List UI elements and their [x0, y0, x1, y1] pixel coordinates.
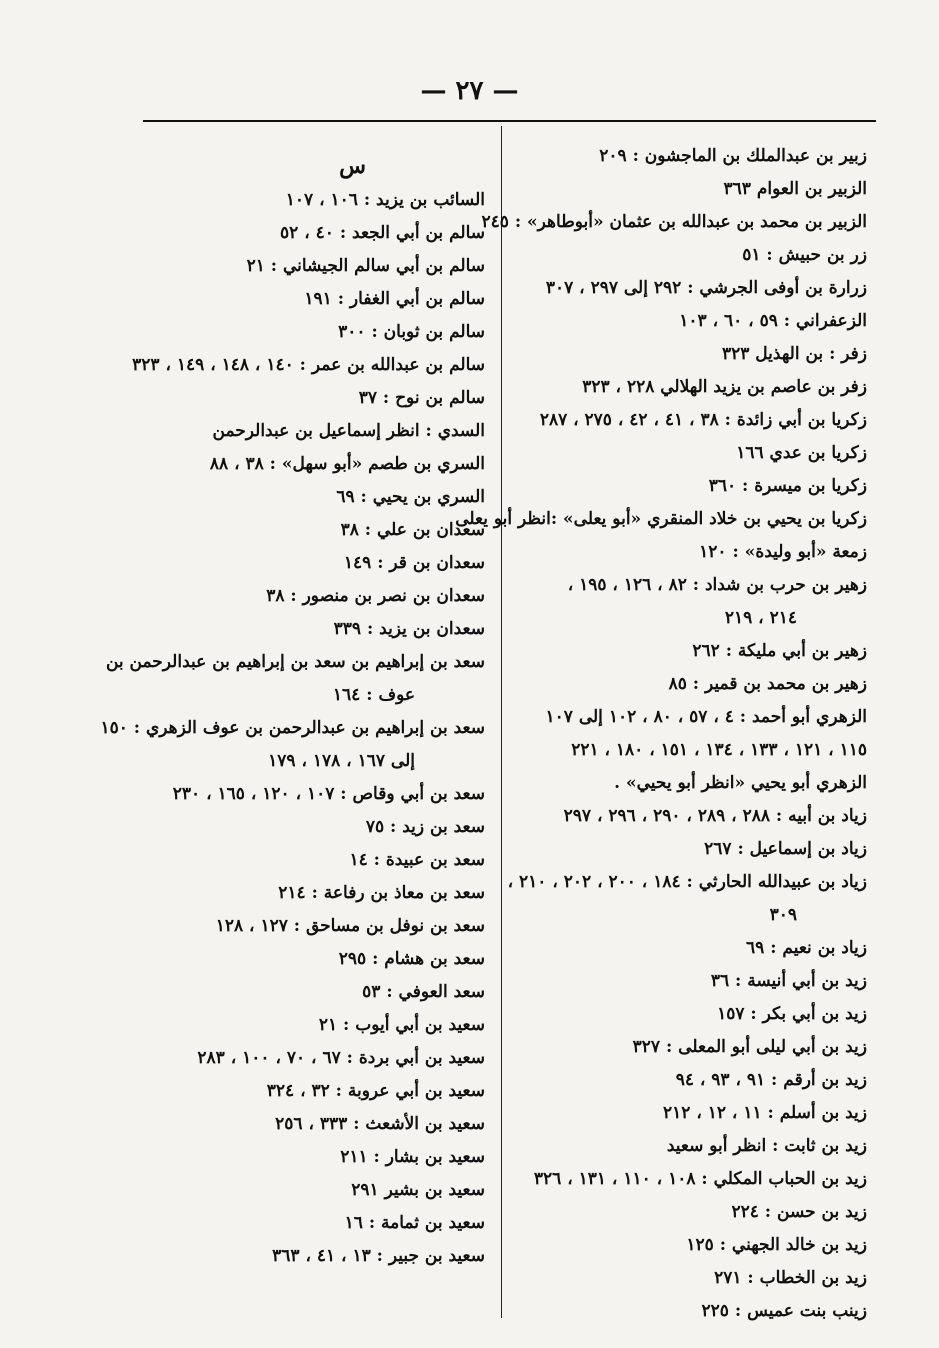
index-entry: زياد بن عبيدالله الحارثي : ١٨٤ ، ٢٠٠ ، ٢٠٢ ، ٢١٠ ، — [507, 872, 867, 892]
index-entry: زر بن حبيش : ٥١ — [742, 245, 867, 265]
index-entry: سعد بن نوفل بن مساحق : ١٢٧ ، ١٢٨ — [215, 916, 485, 936]
index-entry: سعد بن معاذ بن رفاعة : ٢١٤ — [278, 883, 485, 903]
index-entry: سعيد بن أبي عروبة : ٣٢ ، ٣٢٤ — [266, 1081, 485, 1101]
index-entry: سالم بن أبي سالم الجيشاني : ٢١ — [246, 256, 485, 276]
index-entry: سعد بن أبي وقاص : ١٠٧ ، ١٢٠ ، ١٦٥ ، ٢٣٠ — [172, 784, 485, 804]
index-entry: زمعة «أبو وليدة» : ١٢٠ — [699, 542, 867, 562]
index-entry-continuation: ٢١٤ ، ٢١٩ — [724, 608, 797, 628]
index-entry: زكريا بن عدي ١٦٦ — [736, 443, 867, 463]
index-entry: سعيد بن أبي بردة : ٦٧ ، ٧٠ ، ١٠٠ ، ٢٨٣ — [197, 1048, 485, 1068]
index-entry: سعيد بن بشار : ٢١١ — [340, 1147, 485, 1167]
index-entry: سعيد بن جبير : ١٣ ، ٤١ ، ٣٦٣ — [272, 1246, 485, 1266]
index-entry-continuation: ٣٠٩ — [769, 905, 797, 925]
index-entry: سعدان بن نصر بن منصور : ٣٨ — [266, 586, 485, 606]
index-entry: زينب بنت عميس : ٢٢٥ — [701, 1301, 867, 1321]
index-entry: زبير بن عبدالملك بن الماجشون : ٢٠٩ — [599, 146, 867, 166]
index-entry: زيد بن خالد الجهني : ١٢٥ — [686, 1235, 867, 1255]
index-column-left — [100, 146, 485, 1273]
index-entry: زفر بن عاصم بن يزيد الهلالي ٢٢٨ ، ٣٢٣ — [582, 377, 867, 397]
index-entry-continuation: إلى ١٦٧ ، ١٧٨ ، ١٧٩ — [268, 751, 415, 771]
index-entry: زيد بن حسن : ٢٢٤ — [731, 1202, 867, 1222]
index-entry: زهير بن حرب بن شداد : ٨٢ ، ١٢٦ ، ١٩٥ ، — [567, 575, 867, 595]
index-entry: سعد العوفي : ٥٣ — [362, 982, 485, 1002]
index-entry: السائب بن يزيد : ١٠٦ ، ١٠٧ — [285, 190, 485, 210]
index-entry: السدي : انظر إسماعيل بن عبدالرحمن — [212, 421, 485, 441]
page-number: — ٢٧ — — [420, 76, 519, 106]
index-entry: سعيد بن أبي أيوب : ٢١ — [318, 1015, 485, 1035]
index-entry: زيد بن الحباب المكلي : ١٠٨ ، ١١٠ ، ١٣١ ، ٣٢٦ — [533, 1169, 867, 1189]
index-entry: زكريا بن أبي زائدة : ٣٨ ، ٤١ ، ٤٢ ، ٢٧٥ ، ٢٨٧ — [539, 410, 867, 430]
index-entry-continuation: ١١٥ ، ١٢١ ، ١٣٣ ، ١٣٤ ، ١٥١ ، ١٨٠ ، ٢٢١ — [571, 740, 867, 760]
index-entry: زيد بن ثابت : انظر أبو سعيد — [666, 1136, 867, 1156]
index-entry: سعدان بن يزيد : ٣٣٩ — [333, 619, 485, 639]
index-entry: سعيد بن بشير ٢٩١ — [351, 1180, 485, 1200]
index-entry: سعد بن هشام : ٢٩٥ — [338, 949, 485, 969]
index-entry: الزبير بن محمد بن عبدالله بن عثمان «أبوطاهر» : ٢٤٥ — [481, 212, 867, 232]
index-entry: زيد بن أرقم : ٩١ ، ٩٣ ، ٩٤ — [675, 1070, 867, 1090]
section-letter-heading: س — [339, 153, 366, 179]
index-entry: سعدان بن علي : ٣٨ — [340, 520, 485, 540]
index-entry: الزهري أبو أحمد : ٤ ، ٥٧ ، ٨٠ ، ١٠٢ إلى ١٠٧ — [545, 707, 867, 727]
index-entry: زرارة بن أوفى الجرشي : ٢٩٢ إلى ٢٩٧ ، ٣٠٧ — [545, 278, 867, 298]
index-entry: سعدان بن قر : ١٤٩ — [343, 553, 485, 573]
index-entry: زيد بن الخطاب : ٢٧١ — [714, 1268, 867, 1288]
index-entry: سالم بن ثوبان : ٣٠٠ — [338, 322, 485, 342]
index-entry: سعد بن عبيدة : ١٤ — [349, 850, 485, 870]
index-entry: الزعفراني : ٥٩ ، ٦٠ ، ١٠٣ — [679, 311, 867, 331]
index-entry: زيد بن أبي ليلى أبو المعلى : ٣٢٧ — [632, 1037, 867, 1057]
index-entry: سالم بن أبي الجعد : ٤٠ ، ٥٢ — [280, 223, 485, 243]
index-entry: زياد بن أبيه : ٢٨٨ ، ٢٨٩ ، ٢٩٠ ، ٢٩٦ ، ٢٩٧ — [563, 806, 867, 826]
index-entry: الزبير بن العوام ٣٦٣ — [723, 179, 867, 199]
index-entry: سعد بن إبراهيم بن سعد بن إبراهيم بن عبدالرحمن بن — [105, 652, 485, 672]
index-entry: زفر : بن الهذيل ٣٢٣ — [721, 344, 867, 364]
index-entry: زهير بن أبي مليكة : ٢٦٢ — [692, 641, 867, 661]
index-entry: سالم بن أبي الغفار : ١٩١ — [304, 289, 485, 309]
index-entry: زياد بن نعيم : ٦٩ — [746, 938, 867, 958]
index-entry: الزهري أبو يحيي «انظر أبو يحيي» . — [614, 773, 867, 793]
index-entry: سعيد بن الأشعث : ٣٣٣ ، ٢٥٦ — [275, 1114, 485, 1134]
index-entry-continuation: عوف : ١٦٤ — [332, 685, 415, 705]
index-column-right — [455, 140, 867, 1328]
index-entry: زكريا بن ميسرة : ٣٦٠ — [708, 476, 867, 496]
index-entry: سالم بن نوح : ٣٧ — [358, 388, 485, 408]
index-entry: زياد بن إسماعيل : ٢٦٧ — [704, 839, 867, 859]
header-rule — [143, 120, 876, 122]
index-entry: سعد بن إبراهيم بن عبدالرحمن بن عوف الزهري : ١٥٠ — [100, 718, 485, 738]
column-divider — [501, 126, 502, 1318]
index-entry: زهير بن محمد بن قمير : ٨٥ — [668, 674, 867, 694]
index-entry: سالم بن عبدالله بن عمر : ١٤٠ ، ١٤٨ ، ١٤٩ ، ٣٢٣ — [132, 355, 485, 375]
index-entry: زكريا بن يحيي بن خلاد المنقري «أبو يعلى» :انظر أبو يعلى — [455, 509, 867, 529]
index-entry: زيد بن أسلم : ١١ ، ١٢ ، ٢١٢ — [663, 1103, 867, 1123]
index-entry: سعيد بن ثمامة : ١٦ — [344, 1213, 485, 1233]
index-entry: زيد بن أبي بكر : ١٥٧ — [717, 1004, 867, 1024]
index-entry: السري بن يحيي : ٦٩ — [336, 487, 485, 507]
index-entry: سعد بن زيد : ٧٥ — [365, 817, 485, 837]
index-entry: السري بن طصم «أبو سهل» : ٣٨ ، ٨٨ — [209, 454, 485, 474]
index-entry: زيد بن أبي أنيسة : ٣٦ — [710, 971, 867, 991]
